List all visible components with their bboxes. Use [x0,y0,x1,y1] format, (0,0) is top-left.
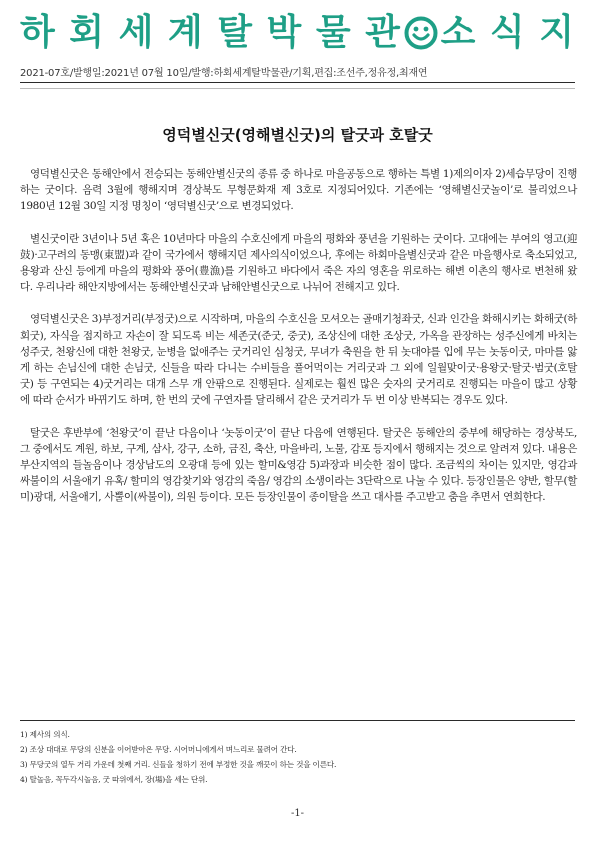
masthead-subtitle: 소 식 지 [440,12,575,53]
footnote-item: 2) 조상 대대로 무당의 신분을 이어받아온 무당. 시어머니에게서 며느리로 물려어 간다. [20,745,297,754]
footnote-item: 4) 탈놀음, 꼭두각시놀음, 굿 따위에서, 장(場)을 세는 단위. [20,775,208,784]
page-number: -1- [290,808,305,819]
footnotes [20,727,575,787]
footnote-item: 3) 무당굿의 열두 거리 가운데 첫째 거리. 신들을 청하기 전에 부정한 것을 깨끗이 하는 것을 이른다. [20,760,337,769]
article-title: 영덕별신굿(영해별신굿)의 탈굿과 호탈굿 [162,126,433,144]
masthead-title: 하 회 세 계 탈 박 물 관 [20,12,401,53]
footnote-item: 1) 제사의 의식. [20,730,70,739]
article-paragraph: 영덕별신굿은 동해안에서 전승되는 동해안별신굿의 종류 중 하나로 마을공동으로 행하는 특별 1)제의이자 2)세습무당이 진행하는 굿이다. 음력 3월에 행해지며 경상북도 무형문화재 제 3호로 지정되어있다. 기존에는 ‘영해별신굿놀이’로 불리었으나 1980년 12월 30일 지정 명칭이 ‘영덕별신굿’으로 변경되었다. [20,168,577,213]
article-paragraph: 탈굿은 후반부에 ‘천왕굿’이 끝난 다음이나 ‘놋동이굿’이 끝난 다음에 연행된다. 탈굿은 동해안의 중부에 해당하는 경상북도, 그 중에서도 계원, 하보, 구계, 삼사, 강구, 소하, 금진, 축산, 마을바리, 노물, 감포 등지에서 행해지는 것으로 알려져 있다. 내용은 부산지역의 들놀음이나 경상남도의 오광대 등에 있는 할미&영감 5)과장과 비슷한 점이 많다. 조금씩의 차이는 있지만, 영감과 싸불이의 서울애기 유혹/ 할미의 영감찾기와 영감의 죽음/ 영감의 소생이라는 3단락으로 나눌 수 있다. 등장인물은 양반, 할무(할미)광대, 서울애기, 사뿔이(싸불이), 의원 등이다. 모든 등장인물이 종이탈을 쓰고 대사를 주고받고 춤을 추면서 연희한다. [20,426,577,504]
header-divider-thin [20,88,575,89]
article-body [20,166,577,522]
masthead [20,12,575,54]
article-paragraph: 별신굿이란 3년이나 5년 혹은 10년마다 마을의 수호신에게 마을의 평화와 풍년을 기원하는 굿이다. 고대에는 부여의 영고(迎鼓)·고구려의 동맹(東盟)과 같이 국가에서 행해지던 제사의식이었으나, 후에는 하회마을별신굿과 같은 마을행사로 축소되었고, 용왕과 산신 등에게 마을의 평화와 풍어(豊漁)를 기원하고 바다에서 죽은 자의 영혼을 위로하는 해변 이촌의 행사로 변천해 왔다. 우리나라 해안지방에서는 동해안별신굿과 남해안별신굿으로 나뉘어 전해지고 있다. [20,232,577,294]
smiley-face-icon [404,16,438,50]
article-paragraph: 영덕별신굿은 3)부정거리(부정굿)으로 시작하며, 마을의 수호신을 모셔오는 골매기청좌굿, 신과 인간을 화해시키는 화해굿(하회굿), 자식을 점지하고 자손이 잘 되도록 비는 세존굿(준굿, 중굿), 조상신에 대한 조상굿, 가옥을 관장하는 성주신에게 바치는 성주굿, 천왕신에 대한 천왕굿, 눈병을 없애주는 굿거리인 심청굿, 무녀가 축원을 한 뒤 놋대야를 입에 무는 놋동이굿, 마마를 앓게 하는 손님신에 대한 손님굿, 신들을 따라 다니는 수비들을 풀어먹이는 거리굿과 그 외에 일월맞이굿·용왕굿·탈굿·범굿(호탈굿) 등 구연되는 4)굿거리는 대개 스무 개 안팎으로 진행된다. 실제로는 훨씬 많은 숫자의 굿거리로 진행되는 마을이 많고 상황에 따라 순서가 바뀌기도 하며, 한 번의 굿에 구연자를 달리해서 같은 굿거리가 두 번 이상 반복되는 경우도 있다. [20,313,577,407]
issue-meta-line: 2021-07호/발행일:2021년 07월 10일/발행:하회세계탈박물관/기획,편집:조선주,정유정,최재연 [20,68,428,79]
header-divider [20,82,575,83]
footnote-divider [20,720,575,721]
